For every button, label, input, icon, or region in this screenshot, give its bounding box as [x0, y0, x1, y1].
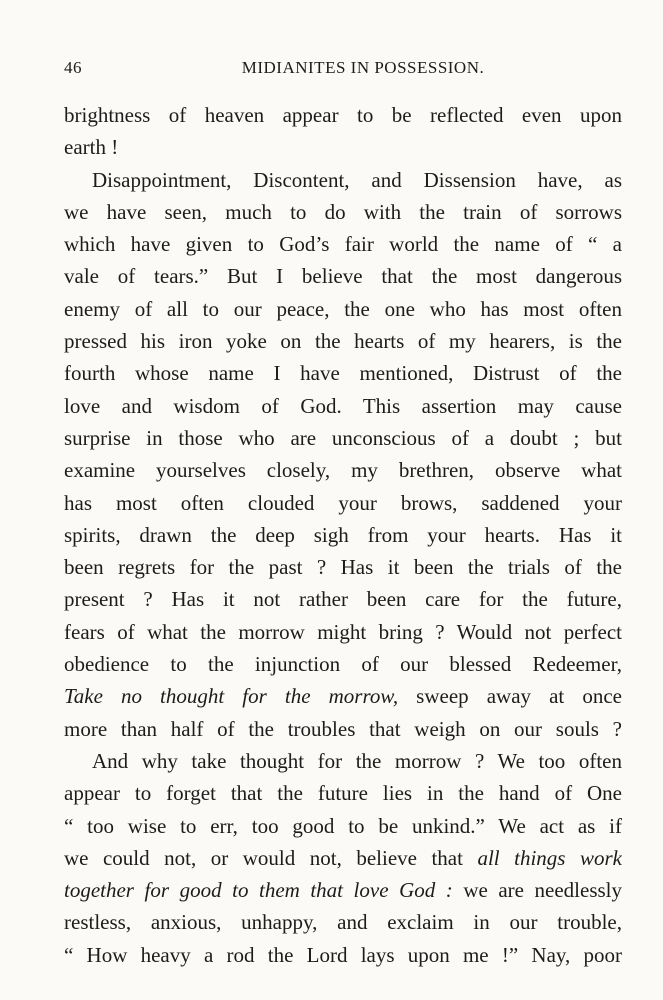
- text-line: more than half of the troubles that weigh on our souls ?: [64, 716, 622, 741]
- text-line: Take no thought for the morrow, sweep away at once: [64, 684, 622, 709]
- text-line: present ? Has it not rather been care for the future,: [64, 587, 622, 612]
- text-line: spirits, drawn the deep sigh from your hearts. Has it: [64, 522, 622, 547]
- text-line: Disappointment, Discontent, and Dissension have, as: [92, 167, 622, 192]
- page-header: [64, 58, 622, 82]
- text-line: has most often clouded your brows, saddened your: [64, 490, 622, 515]
- body-text: [64, 99, 622, 971]
- text-line: we could not, or would not, believe that all things work: [64, 845, 622, 870]
- text-line: “ too wise to err, too good to be unkind.” We act as if: [64, 813, 622, 838]
- text-line: fears of what the morrow might bring ? Would not perfect: [64, 619, 622, 644]
- page-number: 46: [64, 58, 82, 77]
- text-line: love and wisdom of God. This assertion may cause: [64, 393, 622, 418]
- italic-phrase: Take no thought for the morrow,: [64, 684, 399, 709]
- text-line: pressed his iron yoke on the hearts of my hearers, is the: [64, 329, 622, 354]
- text-line: together for good to them that love God : we are needlessly: [64, 878, 622, 903]
- text-line: which have given to God’s fair world the name of “ a: [64, 232, 622, 257]
- text-line: vale of tears.” But I believe that the most dangerous: [64, 264, 622, 289]
- text-line: brightness of heaven appear to be reflected even upon: [64, 103, 622, 127]
- italic-phrase: together for good to them that love God :: [64, 878, 453, 903]
- running-head: MIDIANITES IN POSSESSION.: [241, 58, 485, 77]
- text-line: obedience to the injunction of our blessed Redeemer,: [64, 652, 622, 677]
- text-line: restless, anxious, unhappy, and exclaim in our trouble,: [64, 910, 622, 935]
- text-line: And why take thought for the morrow ? We too often: [92, 748, 622, 773]
- text-line: “ How heavy a rod the Lord lays upon me !” Nay, poor: [64, 942, 622, 967]
- text-line: appear to forget that the future lies in the hand of One: [64, 781, 622, 806]
- text-line: examine yourselves closely, my brethren, observe what: [64, 458, 622, 483]
- text-line: been regrets for the past ? Has it been the trials of the: [64, 555, 622, 580]
- italic-phrase: all things work: [477, 845, 622, 870]
- text-line: fourth whose name I have mentioned, Distrust of the: [64, 361, 622, 386]
- text-line: surprise in those who are unconscious of a doubt ; but: [64, 425, 622, 450]
- text-line: enemy of all to our peace, the one who has most often: [64, 296, 622, 321]
- text-line: earth !: [64, 135, 119, 160]
- text-line: we have seen, much to do with the train of sorrows: [64, 199, 622, 224]
